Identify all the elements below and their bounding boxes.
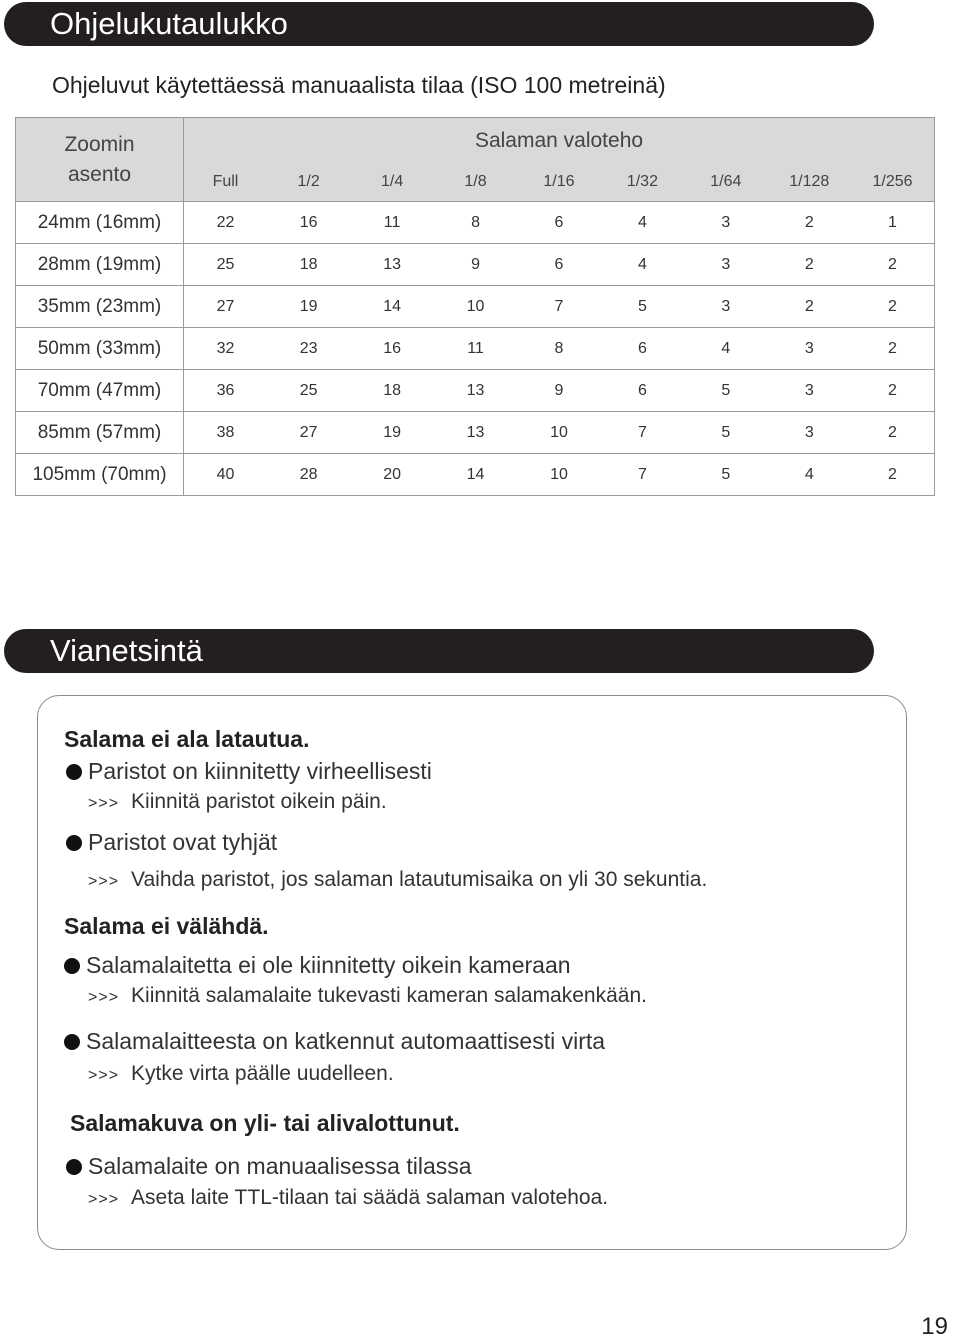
guide-number-cell: 2 — [851, 244, 935, 286]
zoom-position-cell: 105mm (70mm) — [16, 454, 184, 496]
zoom-position-cell: 28mm (19mm) — [16, 244, 184, 286]
fix-text: Vaihda paristot, jos salaman latautumisaika on yli 30 sekuntia. — [131, 868, 708, 891]
guide-number-cell: 5 — [684, 370, 767, 412]
fraction-header: 1/4 — [350, 163, 433, 202]
guide-number-cell: 14 — [350, 286, 433, 328]
guide-number-cell: 18 — [350, 370, 433, 412]
table-subtitle: Ohjeluvut käytettäessä manuaalista tilaa (ISO 100 metreinä) — [52, 72, 666, 98]
guide-number-cell: 7 — [601, 454, 684, 496]
fix-text: Kiinnitä paristot oikein päin. — [131, 790, 387, 813]
guide-number-cell: 16 — [267, 202, 350, 244]
table-row — [16, 286, 935, 328]
guide-number-cell: 4 — [684, 328, 767, 370]
guide-number-cell: 3 — [768, 412, 851, 454]
fraction-header: 1/16 — [517, 163, 600, 202]
guide-number-cell: 32 — [184, 328, 267, 370]
zoom-position-cell: 24mm (16mm) — [16, 202, 184, 244]
table-row — [16, 328, 935, 370]
fraction-header: Full — [184, 163, 267, 202]
guide-number-cell: 2 — [768, 286, 851, 328]
guide-number-cell: 10 — [517, 454, 600, 496]
arrows-icon: >>> — [88, 989, 120, 1006]
table-row — [16, 454, 935, 496]
fraction-header: 1/256 — [851, 163, 935, 202]
guide-number-cell: 10 — [517, 412, 600, 454]
guide-number-cell: 1 — [851, 202, 935, 244]
fix-item — [88, 868, 707, 892]
guide-number-cell: 2 — [851, 328, 935, 370]
arrows-icon: >>> — [88, 873, 120, 890]
fix-item — [88, 1186, 608, 1210]
guide-number-cell: 25 — [184, 244, 267, 286]
problem-heading: Salama ei ala latautua. — [64, 726, 310, 752]
guide-number-cell: 4 — [601, 202, 684, 244]
problem-heading: Salamakuva on yli- tai alivalottunut. — [70, 1110, 460, 1136]
guide-number-cell: 23 — [267, 328, 350, 370]
fraction-header: 1/2 — [267, 163, 350, 202]
guide-number-cell: 8 — [434, 202, 517, 244]
guide-number-cell: 7 — [601, 412, 684, 454]
cause-item — [64, 1028, 605, 1055]
fix-text: Kiinnitä salamalaite tukevasti kameran salamakenkään. — [131, 984, 647, 1007]
zoom-position-cell: 85mm (57mm) — [16, 412, 184, 454]
guide-number-cell: 5 — [601, 286, 684, 328]
zoom-position-cell: 35mm (23mm) — [16, 286, 184, 328]
cause-item — [66, 1153, 472, 1180]
guide-number-table — [15, 117, 935, 496]
guide-number-cell: 19 — [350, 412, 433, 454]
fix-item — [88, 1062, 394, 1086]
bullet-icon — [66, 1159, 82, 1175]
guide-number-cell: 3 — [684, 286, 767, 328]
fraction-header: 1/8 — [434, 163, 517, 202]
cause-text: Salamalaitetta ei ole kiinnitetty oikein kameraan — [86, 952, 571, 978]
arrows-icon: >>> — [88, 1067, 120, 1084]
fraction-header: 1/64 — [684, 163, 767, 202]
table-row — [16, 412, 935, 454]
guide-number-cell: 10 — [434, 286, 517, 328]
fraction-header: 1/128 — [768, 163, 851, 202]
cause-text: Salamalaitteesta on katkennut automaattisesti virta — [86, 1028, 606, 1054]
guide-number-cell: 6 — [601, 328, 684, 370]
guide-number-cell: 40 — [184, 454, 267, 496]
guide-number-cell: 3 — [768, 370, 851, 412]
zoom-header-line1: Zoomin — [64, 132, 135, 156]
guide-number-cell: 3 — [768, 328, 851, 370]
fix-item — [88, 790, 387, 814]
fix-text: Kytke virta päälle uudelleen. — [131, 1062, 394, 1085]
guide-number-cell: 28 — [267, 454, 350, 496]
guide-number-cell: 3 — [684, 244, 767, 286]
guide-number-cell: 20 — [350, 454, 433, 496]
cause-text: Paristot ovat tyhjät — [88, 829, 278, 855]
guide-number-cell: 5 — [684, 454, 767, 496]
guide-number-cell: 14 — [434, 454, 517, 496]
guide-number-cell: 38 — [184, 412, 267, 454]
guide-number-cell: 27 — [267, 412, 350, 454]
bullet-icon — [66, 764, 82, 780]
bullet-icon — [64, 958, 80, 974]
bullet-icon — [64, 1034, 80, 1050]
cause-text: Paristot on kiinnitetty virheellisesti — [88, 758, 432, 784]
guide-number-cell: 2 — [851, 286, 935, 328]
page-number: 19 — [921, 1313, 948, 1340]
guide-number-cell: 25 — [267, 370, 350, 412]
guide-number-cell: 2 — [851, 454, 935, 496]
guide-number-cell: 13 — [434, 412, 517, 454]
guide-number-cell: 8 — [517, 328, 600, 370]
guide-number-cell: 6 — [601, 370, 684, 412]
cause-text: Salamalaite on manuaalisessa tilassa — [88, 1153, 472, 1179]
guide-number-cell: 4 — [768, 454, 851, 496]
guide-number-cell: 5 — [684, 412, 767, 454]
bullet-icon — [66, 835, 82, 851]
table-body — [16, 202, 935, 496]
guide-number-cell: 2 — [851, 370, 935, 412]
guide-number-cell: 6 — [517, 202, 600, 244]
guide-number-cell: 36 — [184, 370, 267, 412]
guide-number-cell: 9 — [517, 370, 600, 412]
table-row — [16, 370, 935, 412]
guide-number-cell: 3 — [684, 202, 767, 244]
table-row — [16, 202, 935, 244]
troubleshooting-box — [37, 695, 907, 1250]
arrows-icon: >>> — [88, 1191, 120, 1208]
guide-number-cell: 11 — [350, 202, 433, 244]
fix-text: Aseta laite TTL-tilaan tai säädä salaman valotehoa. — [131, 1186, 609, 1209]
cause-item — [66, 758, 432, 785]
guide-number-cell: 2 — [768, 202, 851, 244]
guide-number-cell: 6 — [517, 244, 600, 286]
power-header: Salaman valoteho — [184, 118, 935, 164]
guide-number-cell: 13 — [350, 244, 433, 286]
zoom-header — [16, 118, 184, 202]
cause-item — [66, 829, 277, 856]
zoom-position-cell: 70mm (47mm) — [16, 370, 184, 412]
guide-number-cell: 27 — [184, 286, 267, 328]
guide-number-cell: 19 — [267, 286, 350, 328]
section-title-guide-table: Ohjelukutaulukko — [4, 2, 874, 46]
fraction-header: 1/32 — [601, 163, 684, 202]
arrows-icon: >>> — [88, 795, 120, 812]
zoom-header-line2: asento — [67, 162, 132, 186]
guide-number-cell: 22 — [184, 202, 267, 244]
guide-number-cell: 2 — [851, 412, 935, 454]
section-title-troubleshooting: Vianetsintä — [4, 629, 874, 673]
guide-number-cell: 13 — [434, 370, 517, 412]
guide-number-cell: 4 — [601, 244, 684, 286]
zoom-position-cell: 50mm (33mm) — [16, 328, 184, 370]
guide-number-cell: 11 — [434, 328, 517, 370]
problem-heading: Salama ei välähdä. — [64, 913, 269, 939]
cause-item — [64, 952, 571, 979]
fix-item — [88, 984, 647, 1008]
guide-number-cell: 9 — [434, 244, 517, 286]
guide-number-cell: 18 — [267, 244, 350, 286]
guide-number-cell: 16 — [350, 328, 433, 370]
guide-number-cell: 2 — [768, 244, 851, 286]
guide-number-cell: 7 — [517, 286, 600, 328]
table-row — [16, 244, 935, 286]
